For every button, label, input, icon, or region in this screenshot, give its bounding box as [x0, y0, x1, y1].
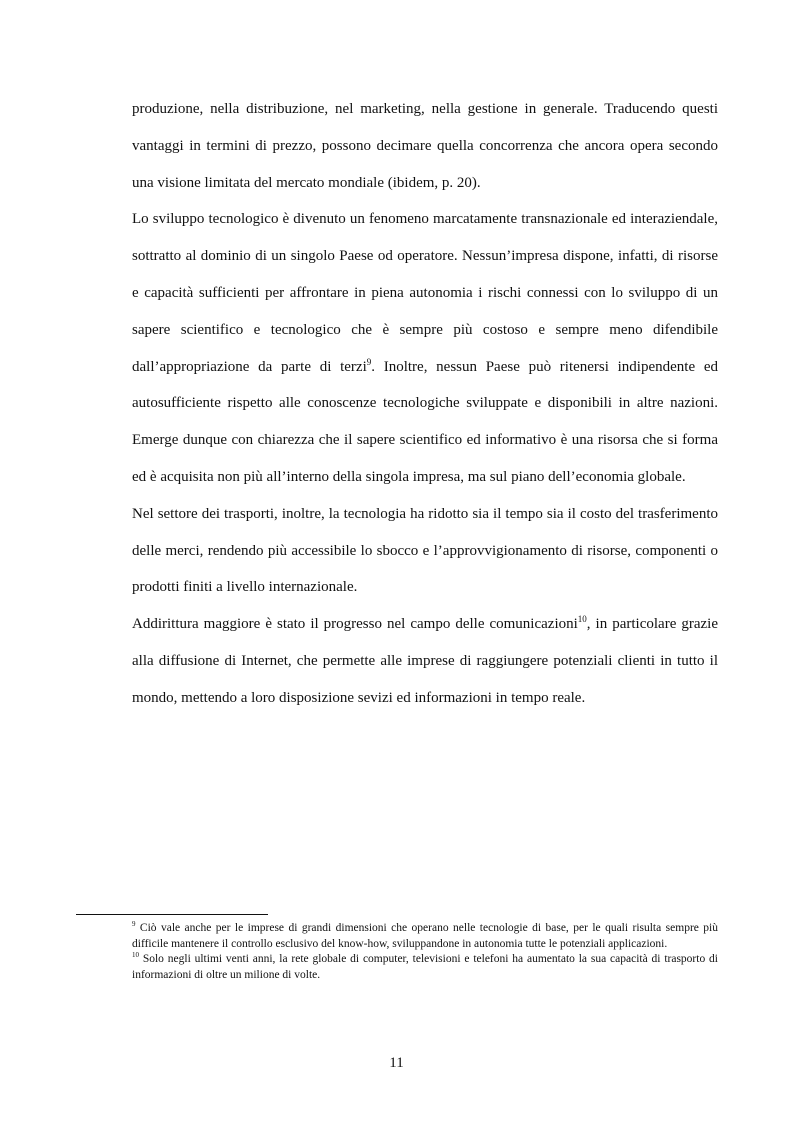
main-text	[132, 91, 718, 717]
paragraph-2-text-a: Lo sviluppo tecnologico è divenuto un fenomeno marcatamente transnazionale ed interaziendale, sottratto al dominio di un singolo Paese od operatore. Nessun’impresa dispone, infatti, di risorse e capacità sufficienti per affrontare in piena autonomia i rischi connessi con lo sviluppo di un sapere scientifico e tecnologico che è sempre più costoso e sempre meno difendibile dall’appropriazione da parte di terzi	[132, 211, 718, 375]
footnote-number: 10	[132, 951, 139, 960]
footnote-ref-10: 10	[577, 614, 587, 625]
footnote-text: Solo negli ultimi venti anni, la rete globale di computer, televisioni e telefoni ha aumentato la sua capacità di trasporto di informazioni di oltre un milione di volte.	[132, 953, 718, 981]
footnote-9	[132, 921, 718, 952]
footnote-separator	[76, 914, 268, 915]
footnote-10	[132, 952, 718, 983]
footnotes	[132, 921, 718, 983]
paragraph-2	[132, 201, 718, 495]
paragraph-4-text-a: Addirittura maggiore è stato il progresso nel campo delle comunicazioni	[132, 616, 578, 633]
footnote-text: Ciò vale anche per le imprese di grandi dimensioni che operano nelle tecnologie di base, per le quali risulta sempre più difficile mantenere il controllo esclusivo del know-how, sviluppandone in autonomia tutte le potenziali applicazioni.	[132, 922, 718, 950]
footnote-ref-9: 9	[366, 356, 372, 367]
page-number: 11	[389, 1055, 404, 1071]
paragraph-4	[132, 606, 718, 716]
paragraph-4-text-b: , in particolare grazie alla diffusione di Internet, che permette alle imprese di raggiungere potenziali clienti in tutto il mondo, mettendo a loro disposizione sevizi ed informazioni in tempo reale.	[132, 616, 719, 706]
paragraph-2-text-b: . Inoltre, nessun Paese può ritenersi indipendente ed autosufficiente rispetto alle conoscenze tecnologiche sviluppate e disponibili in altre nazioni. Emerge dunque con chiarezza che il sapere scientifico ed informativo è una risorsa che si forma ed è acquisita non più all’interno della singola impresa, ma sul piano dell’economia globale.	[132, 358, 718, 485]
paragraph-1: produzione, nella distribuzione, nel marketing, nella gestione in generale. Traducendo questi vantaggi in termini di prezzo, possono decimare quella concorrenza che ancora opera secondo una visione limitata del mercato mondiale (ibidem, p. 20).	[132, 101, 718, 191]
paragraph-3: Nel settore dei trasporti, inoltre, la tecnologia ha ridotto sia il tempo sia il costo del trasferimento delle merci, rendendo più accessibile lo sbocco e l’approvvigionamento di risorse, componenti o prodotti finiti a livello internazionale.	[132, 505, 718, 596]
footnote-number: 9	[132, 920, 136, 929]
